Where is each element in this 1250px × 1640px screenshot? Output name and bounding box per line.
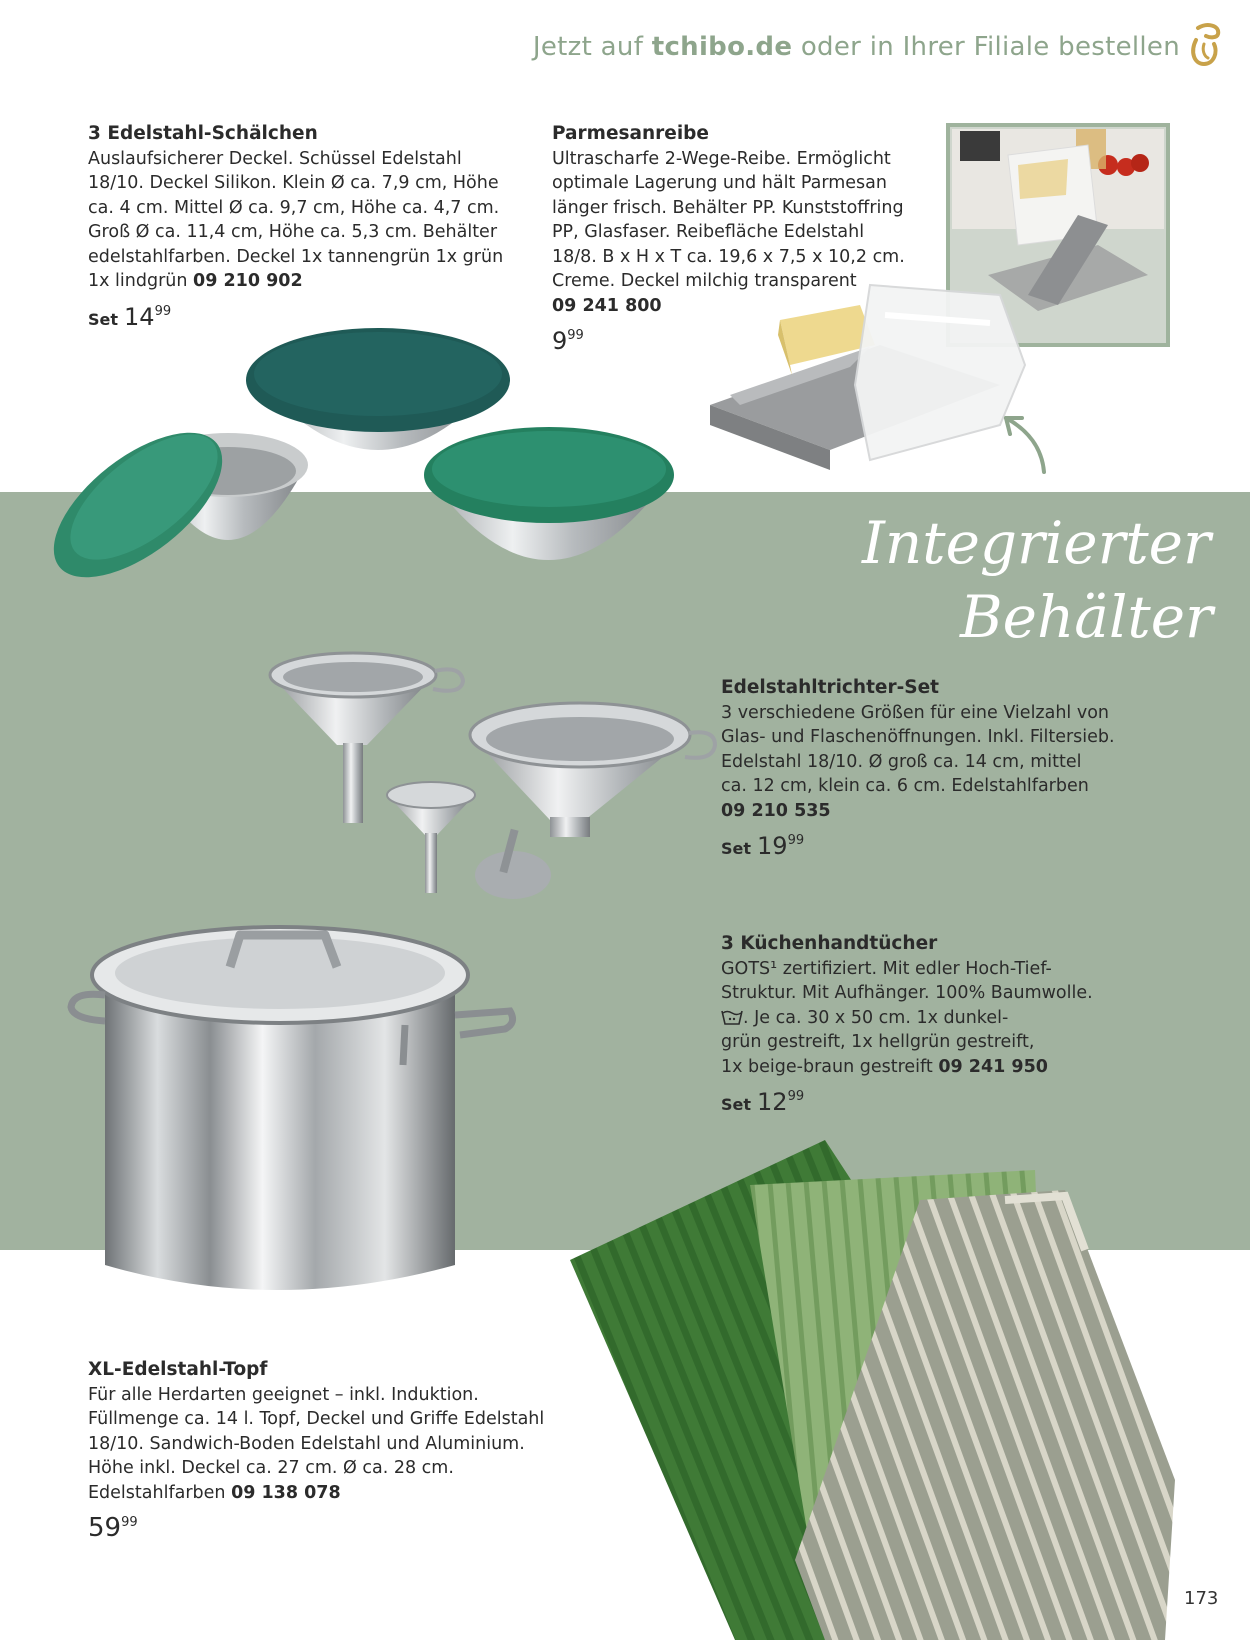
product-title: Parmesanreibe [552,123,709,144]
description-line: 18/10. Sandwich-Boden Edelstahl und Aluminium. [88,1433,525,1454]
price [721,829,1115,862]
description-line: Glas- und Flaschenöffnungen. Inkl. Filtersieb. [721,727,1115,747]
article-number: 09 241 800 [552,295,662,316]
callout-line-1: Integrierter [862,509,1211,577]
price-main: 59 [88,1513,122,1543]
price-unit: Set [721,1095,752,1114]
header-prefix: Jetzt auf [532,32,652,62]
description-line: Füllmenge ca. 14 l. Topf, Deckel und Griffe Edelstahl [88,1409,545,1429]
product-title: 3 Edelstahl-Schälchen [88,123,318,144]
description-line [721,1055,1093,1080]
header-site-link[interactable]: tchibo.de [651,32,793,62]
price-main: 19 [757,832,788,860]
description-line: optimale Lagerung und hält Parmesan [552,173,887,193]
description-line: edelstahlfarben. Deckel 1x tannengrün 1x grün [88,246,504,267]
page-header [0,32,1180,62]
description-line: grün gestreift, 1x hellgrün gestreift, [721,1032,1035,1052]
price-cents: 99 [567,328,584,343]
article-number: 09 138 078 [231,1482,341,1503]
description-line [88,1481,544,1506]
description-line: Struktur. Mit Aufhänger. 100% Baumwolle. [721,983,1093,1003]
description-line: 18/10. Deckel Silikon. Klein Ø ca. 7,9 cm, Höhe [88,173,499,193]
price-cents: 99 [787,833,805,848]
product-towels [721,932,1093,1118]
description-line: Auslaufsicherer Deckel. Schüssel Edelstahl [88,148,462,169]
description-line: Edelstahl 18/10. Ø groß ca. 14 cm, mittel [721,751,1082,772]
description-line: Ultrascharfe 2-Wege-Reibe. Ermöglicht [552,148,891,169]
price [88,1511,544,1544]
article-number: 09 241 950 [938,1056,1048,1077]
description-line: 18/8. B x H x T ca. 19,6 x 7,5 x 10,2 cm. [552,246,905,267]
bowls-product-image [48,325,688,615]
kitchen-towels-product-image [565,1140,1185,1640]
description-line: länger frisch. Behälter PP. Kunststoffring [552,197,904,218]
price-main: 12 [757,1088,788,1116]
description-text: . Je ca. 30 x 50 cm. 1x dunkel- [743,1007,1009,1028]
grater-product-image [700,275,1030,475]
funnel-set-product-image [265,645,705,915]
description-text: 1x beige-braun gestreift [721,1056,939,1077]
price-cents: 99 [121,1515,138,1530]
price-cents: 99 [787,1089,805,1104]
price-main: 14 [124,302,155,331]
price-cents: 99 [154,303,172,319]
description-line: 3 verschiedene Größen für eine Vielzahl von [721,702,1110,723]
stock-pot-product-image [65,915,525,1300]
description-line: PP, Glasfaser. Reibefläche Edelstahl [552,222,865,242]
article-number: 09 210 535 [721,800,831,821]
description-line: Höhe inkl. Deckel ca. 27 cm. Ø ca. 28 cm. [88,1458,454,1478]
callout-line-2: Behälter [960,583,1213,651]
product-title: Edelstahltrichter-Set [721,677,939,698]
description-line: Für alle Herdarten geeignet – inkl. Induktion. [88,1384,479,1405]
price [721,1085,1093,1118]
description-line [88,269,503,294]
price-main: 9 [552,327,568,355]
article-number: 09 210 902 [193,271,303,291]
washing-symbol-icon [721,1009,743,1025]
description-text: Edelstahlfarben [88,1482,232,1503]
tchibo-bean-logo-icon [1184,22,1228,68]
product-bowls [88,122,503,332]
product-title: XL-Edelstahl-Topf [88,1359,268,1380]
description-line: ca. 4 cm. Mittel Ø ca. 9,7 cm, Höhe ca. 4,7 cm. [88,197,500,218]
arrow-icon [998,408,1058,478]
header-suffix: oder in Ihrer Filiale bestellen [792,32,1180,62]
price-unit: Set [88,309,119,329]
description-line: GOTS¹ zertifiziert. Mit edler Hoch-Tief- [721,958,1052,979]
description-line: Groß Ø ca. 11,4 cm, Höhe ca. 5,3 cm. Behälter [88,222,498,242]
product-funnel [721,676,1115,862]
price-unit: Set [721,839,752,858]
description-line: Creme. Deckel milchig transparent [552,271,857,291]
description-line: ca. 12 cm, klein ca. 6 cm. Edelstahlfarben [721,776,1089,796]
description-text: 1x lindgrün [88,271,194,291]
product-pot [88,1358,544,1544]
page-number: 173 [1184,1588,1219,1609]
description-line [721,1006,1093,1031]
product-title: 3 Küchenhandtücher [721,933,938,954]
